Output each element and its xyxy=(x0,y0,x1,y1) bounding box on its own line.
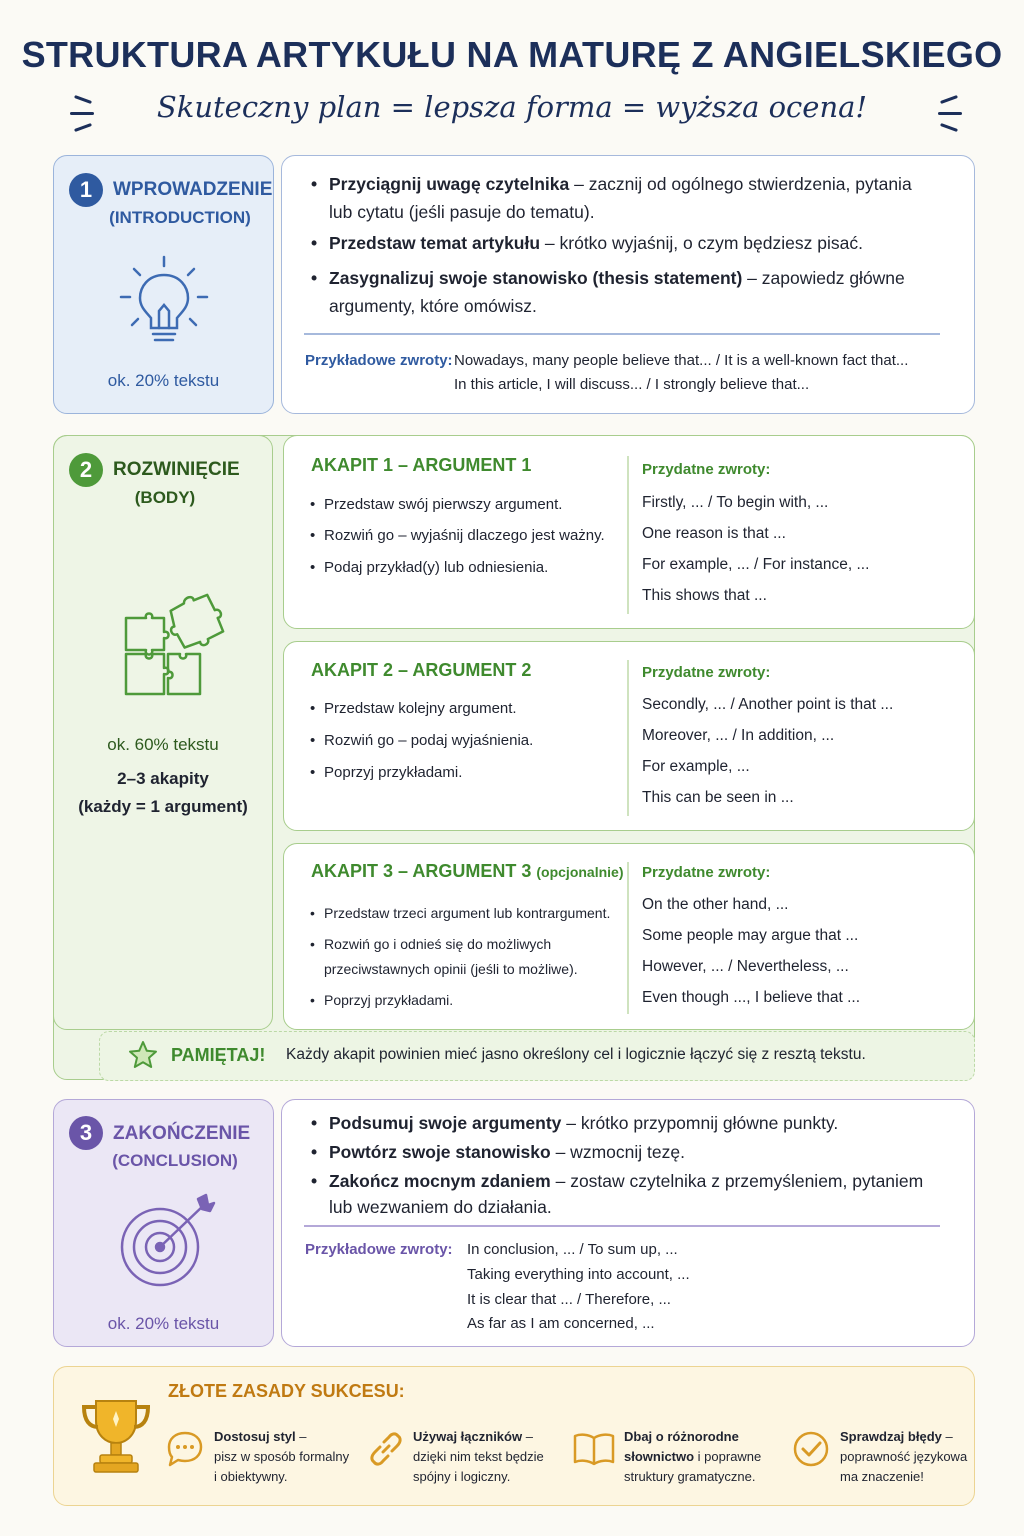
argument-2-separator xyxy=(627,660,629,816)
body-number-badge: 2 xyxy=(69,453,103,487)
argument-2-phrase-2: Moreover, ... / In addition, ... xyxy=(642,727,835,744)
body-subtitle: (BODY) xyxy=(134,488,196,507)
star-icon xyxy=(128,1040,158,1070)
intro-subtitle: (INTRODUCTION) xyxy=(109,208,251,227)
argument-1-phrases-label: Przydatne zwroty: xyxy=(642,461,771,478)
argument-3-separator xyxy=(627,862,629,1014)
argument-3-optional-note: (opcjonalnie) xyxy=(536,864,624,880)
argument-1-title: AKAPIT 1 – ARGUMENT 1 xyxy=(311,455,532,475)
argument-3-phrase-3: However, ... / Nevertheless, ... xyxy=(642,958,849,975)
argument-2-bullet-1: • Przedstaw kolejny argument. xyxy=(324,698,517,720)
page-subtitle: Skuteczny plan = lepsza forma = wyższa ocena! xyxy=(156,90,868,124)
argument-1-phrase-1: Firstly, ... / To begin with, ... xyxy=(642,494,829,511)
target-icon xyxy=(118,1193,218,1289)
page-title: STRUKTURA ARTYKUŁU NA MATURĘ Z ANGIELSKIEGO xyxy=(21,34,1003,75)
intro-bullet-2: • Przedstaw temat artykułu – krótko wyjaśnij, o czym będziesz pisać. xyxy=(329,229,863,257)
argument-1-separator xyxy=(627,456,629,614)
right-decoration-icon xyxy=(936,96,966,132)
argument-3-bullet-3: • Poprzyj przykładami. xyxy=(324,989,453,1011)
intro-phrases-label: Przykładowe zwroty: xyxy=(305,352,453,369)
speech-bubble-icon xyxy=(165,1429,205,1469)
conclusion-phrase-2: Taking everything into account, ... xyxy=(467,1266,690,1283)
argument-1-phrase-4: This shows that ... xyxy=(642,587,767,604)
argument-3-phrase-2: Some people may argue that ... xyxy=(642,927,859,944)
conclusion-bullet-3-cont: lub wezwaniem do działania. xyxy=(329,1197,552,1217)
argument-3-phrase-4: Even though ..., I believe that ... xyxy=(642,989,860,1006)
body-label-panel xyxy=(53,435,273,1030)
argument-1-phrase-2: One reason is that ... xyxy=(642,525,786,542)
argument-1-bullet-3: • Podaj przykład(y) lub odniesienia. xyxy=(324,557,548,579)
conclusion-phrase-1: In conclusion, ... / To sum up, ... xyxy=(467,1241,678,1258)
intro-title: WPROWADZENIE xyxy=(113,179,273,200)
conclusion-bullet-3: • Zakończ mocnym zdaniem – zostaw czytelnika z przemyśleniem, pytaniem xyxy=(329,1167,923,1195)
argument-2-phrase-1: Secondly, ... / Another point is that ... xyxy=(642,696,894,713)
intro-bullet-1-cont: lub cytatu (jeśli pasuje do tematu). xyxy=(329,202,595,222)
body-percent: ok. 60% tekstu xyxy=(107,735,219,754)
golden-rules-title: ZŁOTE ZASADY SUKCESU: xyxy=(168,1381,405,1401)
argument-3-title: AKAPIT 3 – ARGUMENT 3 (opcjonalnie) xyxy=(311,861,624,881)
argument-2-bullet-2: • Rozwiń go – podaj wyjaśnienia. xyxy=(324,730,533,752)
conclusion-title: ZAKOŃCZENIE xyxy=(113,1123,251,1144)
intro-bullet-1: • Przyciągnij uwagę czytelnika – zacznij od ogólnego stwierdzenia, pytania xyxy=(329,170,912,198)
conclusion-bullet-2: • Powtórz swoje stanowisko – wzmocnij tezę. xyxy=(329,1138,685,1166)
conclusion-divider xyxy=(304,1225,940,1227)
argument-1-bullet-2: • Rozwiń go – wyjaśnij dlaczego jest ważny. xyxy=(324,525,605,547)
conclusion-bullet-1: • Podsumuj swoje argumenty – krótko przypomnij główne punkty. xyxy=(329,1109,838,1137)
argument-3-phrases-label: Przydatne zwroty: xyxy=(642,864,771,881)
body-paragraphs-note: 2–3 akapity xyxy=(117,769,209,788)
intro-bullet-3: • Zasygnalizuj swoje stanowisko (thesis statement) – zapowiedz główne xyxy=(329,264,905,292)
book-icon xyxy=(572,1430,616,1468)
conclusion-phrases-label: Przykładowe zwroty: xyxy=(305,1241,453,1258)
remember-text: Każdy akapit powinien mieć jasno określony cel i logicznie łączyć się z resztą tekstu. xyxy=(286,1046,866,1063)
argument-2-phrases-label: Przydatne zwroty: xyxy=(642,664,771,681)
argument-3-bullet-2: • Rozwiń go i odnieś się do możliwych xyxy=(324,933,551,955)
conclusion-percent: ok. 20% tekstu xyxy=(107,1314,220,1333)
intro-number-badge: 1 xyxy=(69,173,103,207)
remember-title: PAMIĘTAJ! xyxy=(171,1045,266,1065)
trophy-icon xyxy=(78,1397,154,1475)
intro-percent: ok. 20% tekstu xyxy=(107,371,220,390)
checkmark-icon xyxy=(791,1429,831,1469)
argument-2-bullet-3: • Poprzyj przykładami. xyxy=(324,762,462,784)
argument-2-title: AKAPIT 2 – ARGUMENT 2 xyxy=(311,660,532,680)
intro-phrase-1: Nowadays, many people believe that... / It is a well-known fact that... xyxy=(454,352,909,369)
argument-3-bullet-2-cont: przeciwstawnych opinii (jeśli to możliwe). xyxy=(324,961,578,977)
argument-2-phrase-3: For example, ... xyxy=(642,758,750,775)
conclusion-subtitle: (CONCLUSION) xyxy=(112,1151,238,1170)
argument-1-phrase-3: For example, ... / For instance, ... xyxy=(642,556,870,573)
conclusion-phrase-4: As far as I am concerned, ... xyxy=(467,1315,655,1332)
intro-bullet-3-cont: argumenty, które omówisz. xyxy=(329,296,537,316)
tip-errors: Sprawdzaj błędy – poprawność językowa ma znaczenie! xyxy=(840,1429,968,1484)
intro-divider xyxy=(304,333,940,335)
tip-vocabulary: Dbaj o różnorodne słownictwo i poprawne struktury gramatyczne. xyxy=(624,1429,762,1484)
conclusion-number-badge: 3 xyxy=(69,1116,103,1150)
tip-linkers: Używaj łączników – dzięki nim tekst będzie spójny i logiczny. xyxy=(413,1429,544,1484)
conclusion-phrase-3: It is clear that ... / Therefore, ... xyxy=(467,1291,671,1308)
argument-1-bullet-1: • Przedstaw swój pierwszy argument. xyxy=(324,494,562,516)
tip-style: Dostosuj styl – pisz w sposób formalny i obiektywny. xyxy=(214,1429,350,1484)
body-title: ROZWINIĘCIE xyxy=(113,459,240,480)
puzzle-icon xyxy=(120,592,228,700)
argument-3-phrase-1: On the other hand, ... xyxy=(642,896,789,913)
intro-phrase-2: In this article, I will discuss... / I strongly believe that... xyxy=(454,376,810,393)
argument-3-bullet-1: • Przedstaw trzeci argument lub kontrargument. xyxy=(324,902,610,924)
lightbulb-icon xyxy=(118,255,210,350)
link-icon xyxy=(366,1429,406,1469)
body-paragraphs-note-2: (każdy = 1 argument) xyxy=(78,797,248,816)
argument-2-phrase-4: This can be seen in ... xyxy=(642,789,794,806)
